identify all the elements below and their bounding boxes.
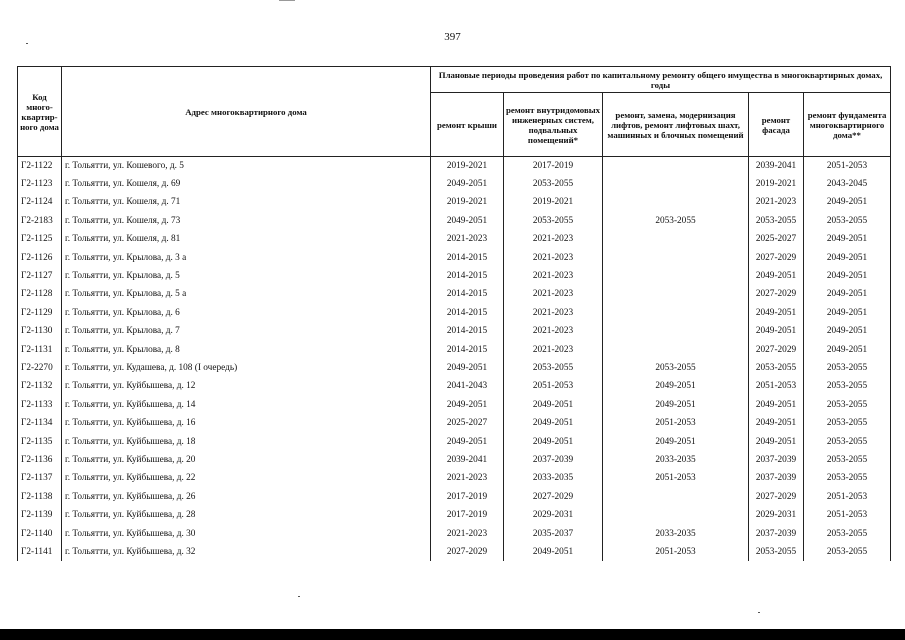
cell-roof: 2025-2027 <box>431 414 504 432</box>
cell-facade: 2027-2029 <box>749 285 804 303</box>
cell-address: г. Тольятти, ул. Кошеля, д. 81 <box>62 230 431 248</box>
cell-elevators: 2053-2055 <box>603 212 749 230</box>
cell-address: г. Тольятти, ул. Крылова, д. 8 <box>62 340 431 358</box>
cell-roof: 2021-2023 <box>431 524 504 542</box>
cell-elevators <box>603 340 749 358</box>
cell-foundation: 2049-2051 <box>804 230 891 248</box>
cell-elevators: 2051-2053 <box>603 543 749 561</box>
header-elevators: ремонт, замена, модернизация лифтов, ремонт лифтовых шахт, машинных и блочных помещений <box>603 93 749 157</box>
cell-facade: 2053-2055 <box>749 359 804 377</box>
scan-speck <box>298 596 300 597</box>
table-row <box>18 267 891 285</box>
header-code: Код много-квартир-ного дома <box>18 67 62 157</box>
cell-facade: 2027-2029 <box>749 488 804 506</box>
cell-elevators: 2051-2053 <box>603 414 749 432</box>
cell-foundation: 2049-2051 <box>804 304 891 322</box>
cell-code: Г2-1140 <box>18 524 62 542</box>
cell-facade: 2049-2051 <box>749 304 804 322</box>
cell-roof: 2021-2023 <box>431 469 504 487</box>
cell-facade: 2053-2055 <box>749 212 804 230</box>
cell-code: Г2-1141 <box>18 543 62 561</box>
cell-code: Г2-1127 <box>18 267 62 285</box>
table-row <box>18 543 891 561</box>
table-row <box>18 175 891 193</box>
cell-systems: 2051-2053 <box>504 377 603 395</box>
cell-facade: 2025-2027 <box>749 230 804 248</box>
cell-roof: 2049-2051 <box>431 359 504 377</box>
cell-systems: 2021-2023 <box>504 248 603 266</box>
cell-elevators: 2049-2051 <box>603 432 749 450</box>
cell-roof: 2049-2051 <box>431 212 504 230</box>
table-row <box>18 230 891 248</box>
cell-roof: 2014-2015 <box>431 248 504 266</box>
cell-code: Г2-1128 <box>18 285 62 303</box>
cell-address: г. Тольятти, ул. Крылова, д. 6 <box>62 304 431 322</box>
cell-code: Г2-1124 <box>18 193 62 211</box>
table-row <box>18 432 891 450</box>
cell-address: г. Тольятти, ул. Крылова, д. 5 <box>62 267 431 285</box>
table-row <box>18 414 891 432</box>
cell-foundation: 2053-2055 <box>804 212 891 230</box>
cell-facade: 2021-2023 <box>749 193 804 211</box>
cell-code: Г2-1129 <box>18 304 62 322</box>
cell-foundation: 2049-2051 <box>804 322 891 340</box>
table-row <box>18 340 891 358</box>
table-row <box>18 212 891 230</box>
cell-roof: 2039-2041 <box>431 451 504 469</box>
cell-roof: 2049-2051 <box>431 396 504 414</box>
cell-code: Г2-1137 <box>18 469 62 487</box>
cell-foundation: 2053-2055 <box>804 432 891 450</box>
cell-facade: 2051-2053 <box>749 377 804 395</box>
cell-foundation: 2053-2055 <box>804 396 891 414</box>
cell-facade: 2037-2039 <box>749 469 804 487</box>
cell-address: г. Тольятти, ул. Крылова, д. 3 а <box>62 248 431 266</box>
cell-facade: 2037-2039 <box>749 451 804 469</box>
cell-address: г. Тольятти, ул. Куйбышева, д. 18 <box>62 432 431 450</box>
cell-facade: 2053-2055 <box>749 543 804 561</box>
cell-code: Г2-1134 <box>18 414 62 432</box>
cell-address: г. Тольятти, ул. Кошевого, д. 5 <box>62 157 431 175</box>
cell-facade: 2027-2029 <box>749 248 804 266</box>
header-address: Адрес многоквартирного дома <box>62 67 431 157</box>
cell-elevators <box>603 248 749 266</box>
cell-code: Г2-2270 <box>18 359 62 377</box>
table-row <box>18 304 891 322</box>
cell-code: Г2-1139 <box>18 506 62 524</box>
cell-foundation: 2051-2053 <box>804 506 891 524</box>
cell-elevators <box>603 506 749 524</box>
header-roof: ремонт крыши <box>431 93 504 157</box>
cell-facade: 2049-2051 <box>749 396 804 414</box>
scan-speck <box>26 43 28 44</box>
cell-address: г. Тольятти, ул. Куйбышева, д. 22 <box>62 469 431 487</box>
cell-systems: 2027-2029 <box>504 488 603 506</box>
cell-code: Г2-1136 <box>18 451 62 469</box>
cell-systems: 2033-2035 <box>504 469 603 487</box>
table-row <box>18 285 891 303</box>
header-group: Плановые периоды проведения работ по капитальному ремонту общего имущества в многоквартирных домах, годы <box>431 67 891 93</box>
scan-artifact-line <box>279 0 295 1</box>
cell-elevators <box>603 230 749 248</box>
cell-systems: 2037-2039 <box>504 451 603 469</box>
cell-elevators: 2033-2035 <box>603 524 749 542</box>
cell-roof: 2014-2015 <box>431 304 504 322</box>
table-row <box>18 193 891 211</box>
cell-foundation: 2053-2055 <box>804 524 891 542</box>
cell-roof: 2021-2023 <box>431 230 504 248</box>
cell-elevators <box>603 304 749 322</box>
cell-roof: 2019-2021 <box>431 157 504 175</box>
page-number: 397 <box>444 31 461 43</box>
cell-code: Г2-1135 <box>18 432 62 450</box>
table-row <box>18 248 891 266</box>
cell-code: Г2-1125 <box>18 230 62 248</box>
cell-roof: 2049-2051 <box>431 175 504 193</box>
cell-roof: 2017-2019 <box>431 506 504 524</box>
cell-elevators <box>603 322 749 340</box>
cell-systems: 2017-2019 <box>504 157 603 175</box>
cell-roof: 2027-2029 <box>431 543 504 561</box>
cell-foundation: 2049-2051 <box>804 340 891 358</box>
cell-address: г. Тольятти, ул. Кудашева, д. 108 (I очередь) <box>62 359 431 377</box>
cell-elevators: 2033-2035 <box>603 451 749 469</box>
cell-foundation: 2049-2051 <box>804 285 891 303</box>
cell-systems: 2021-2023 <box>504 322 603 340</box>
header-systems: ремонт внутридомовых инженерных систем, подвальных помещений* <box>504 93 603 157</box>
cell-elevators <box>603 157 749 175</box>
table-row <box>18 451 891 469</box>
table-row <box>18 396 891 414</box>
cell-foundation: 2049-2051 <box>804 248 891 266</box>
cell-roof: 2014-2015 <box>431 322 504 340</box>
cell-address: г. Тольятти, ул. Куйбышева, д. 12 <box>62 377 431 395</box>
capital-repair-table <box>17 66 891 561</box>
cell-address: г. Тольятти, ул. Крылова, д. 7 <box>62 322 431 340</box>
table-row <box>18 524 891 542</box>
cell-address: г. Тольятти, ул. Кошеля, д. 73 <box>62 212 431 230</box>
cell-facade: 2049-2051 <box>749 432 804 450</box>
table-row <box>18 488 891 506</box>
cell-roof: 2014-2015 <box>431 285 504 303</box>
header-foundation: ремонт фундамента многоквартирного дома** <box>804 93 891 157</box>
cell-code: Г2-1130 <box>18 322 62 340</box>
table-body <box>18 157 891 562</box>
cell-foundation: 2049-2051 <box>804 193 891 211</box>
cell-code: Г2-1133 <box>18 396 62 414</box>
cell-code: Г2-1126 <box>18 248 62 266</box>
table-row <box>18 322 891 340</box>
cell-address: г. Тольятти, ул. Кошеля, д. 71 <box>62 193 431 211</box>
scan-speck <box>758 612 760 613</box>
cell-code: Г2-2183 <box>18 212 62 230</box>
cell-foundation: 2053-2055 <box>804 543 891 561</box>
table-row <box>18 469 891 487</box>
cell-foundation: 2053-2055 <box>804 451 891 469</box>
cell-foundation: 2053-2055 <box>804 469 891 487</box>
cell-code: Г2-1131 <box>18 340 62 358</box>
cell-systems: 2053-2055 <box>504 212 603 230</box>
cell-roof: 2014-2015 <box>431 267 504 285</box>
cell-elevators: 2051-2053 <box>603 469 749 487</box>
header-facade: ремонт фасада <box>749 93 804 157</box>
cell-address: г. Тольятти, ул. Куйбышева, д. 30 <box>62 524 431 542</box>
cell-facade: 2039-2041 <box>749 157 804 175</box>
cell-systems: 2021-2023 <box>504 230 603 248</box>
table-row <box>18 157 891 175</box>
cell-code: Г2-1123 <box>18 175 62 193</box>
cell-roof: 2014-2015 <box>431 340 504 358</box>
cell-elevators: 2049-2051 <box>603 377 749 395</box>
cell-roof: 2019-2021 <box>431 193 504 211</box>
cell-systems: 2049-2051 <box>504 414 603 432</box>
cell-foundation: 2049-2051 <box>804 267 891 285</box>
cell-systems: 2049-2051 <box>504 432 603 450</box>
cell-roof: 2017-2019 <box>431 488 504 506</box>
cell-facade: 2049-2051 <box>749 414 804 432</box>
cell-systems: 2029-2031 <box>504 506 603 524</box>
cell-elevators: 2049-2051 <box>603 396 749 414</box>
cell-address: г. Тольятти, ул. Куйбышева, д. 16 <box>62 414 431 432</box>
cell-address: г. Тольятти, ул. Куйбышева, д. 26 <box>62 488 431 506</box>
cell-elevators <box>603 175 749 193</box>
cell-elevators: 2053-2055 <box>603 359 749 377</box>
cell-elevators <box>603 285 749 303</box>
cell-address: г. Тольятти, ул. Куйбышева, д. 32 <box>62 543 431 561</box>
cell-roof: 2049-2051 <box>431 432 504 450</box>
cell-facade: 2027-2029 <box>749 340 804 358</box>
cell-address: г. Тольятти, ул. Крылова, д. 5 а <box>62 285 431 303</box>
cell-systems: 2021-2023 <box>504 340 603 358</box>
cell-systems: 2053-2055 <box>504 359 603 377</box>
cell-facade: 2049-2051 <box>749 267 804 285</box>
table-row <box>18 359 891 377</box>
cell-systems: 2019-2021 <box>504 193 603 211</box>
cell-code: Г2-1132 <box>18 377 62 395</box>
cell-systems: 2053-2055 <box>504 175 603 193</box>
cell-foundation: 2053-2055 <box>804 414 891 432</box>
cell-foundation: 2053-2055 <box>804 377 891 395</box>
cell-elevators <box>603 267 749 285</box>
cell-facade: 2019-2021 <box>749 175 804 193</box>
cell-elevators <box>603 488 749 506</box>
cell-foundation: 2053-2055 <box>804 359 891 377</box>
cell-facade: 2037-2039 <box>749 524 804 542</box>
cell-facade: 2049-2051 <box>749 322 804 340</box>
cell-address: г. Тольятти, ул. Куйбышева, д. 28 <box>62 506 431 524</box>
cell-roof: 2041-2043 <box>431 377 504 395</box>
cell-systems: 2021-2023 <box>504 304 603 322</box>
scan-bottom-border <box>0 629 905 640</box>
cell-systems: 2021-2023 <box>504 267 603 285</box>
cell-address: г. Тольятти, ул. Куйбышева, д. 14 <box>62 396 431 414</box>
cell-foundation: 2051-2053 <box>804 488 891 506</box>
cell-systems: 2021-2023 <box>504 285 603 303</box>
cell-systems: 2049-2051 <box>504 543 603 561</box>
cell-systems: 2049-2051 <box>504 396 603 414</box>
cell-address: г. Тольятти, ул. Куйбышева, д. 20 <box>62 451 431 469</box>
cell-foundation: 2043-2045 <box>804 175 891 193</box>
cell-elevators <box>603 193 749 211</box>
table-row <box>18 506 891 524</box>
table-row <box>18 377 891 395</box>
cell-facade: 2029-2031 <box>749 506 804 524</box>
cell-address: г. Тольятти, ул. Кошеля, д. 69 <box>62 175 431 193</box>
cell-code: Г2-1122 <box>18 157 62 175</box>
cell-systems: 2035-2037 <box>504 524 603 542</box>
cell-foundation: 2051-2053 <box>804 157 891 175</box>
cell-code: Г2-1138 <box>18 488 62 506</box>
